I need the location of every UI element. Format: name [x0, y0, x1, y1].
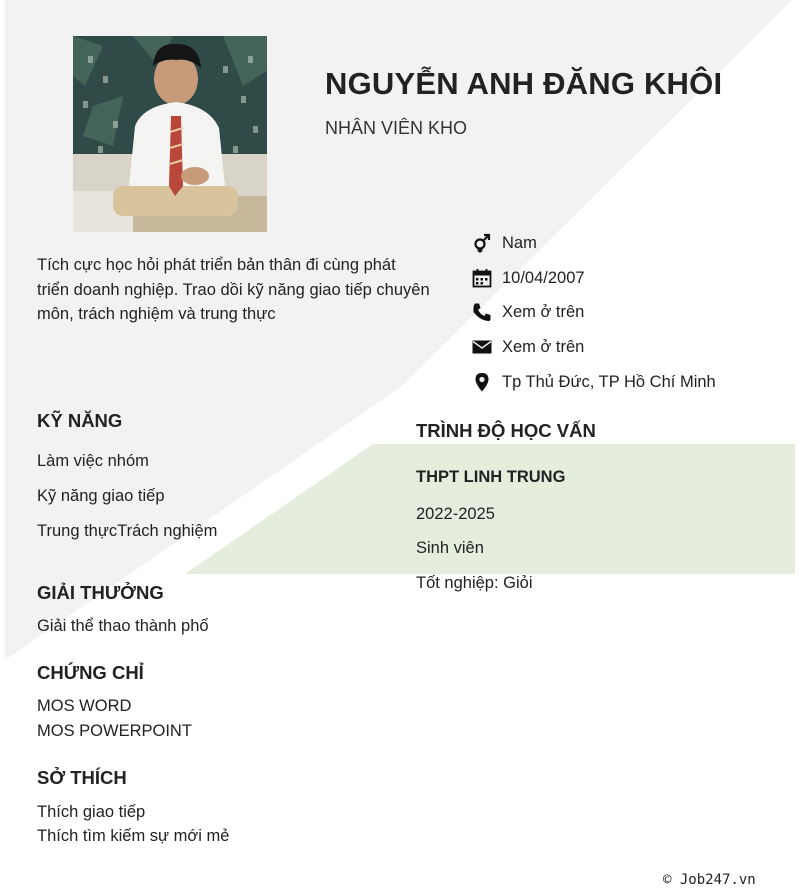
skill-item: Làm việc nhóm — [37, 452, 149, 470]
email-icon — [472, 337, 492, 357]
skill-item: Trung thựcTrách nghiệm — [37, 522, 218, 540]
education-heading: TRÌNH ĐỘ HỌC VẤN — [416, 420, 596, 441]
email-value: Xem ở trên — [502, 337, 585, 356]
phone-icon — [472, 302, 492, 322]
education-result: Tốt nghiệp: Giỏi — [416, 574, 533, 592]
certificates-heading: CHỨNG CHỈ — [37, 662, 144, 683]
job-title: NHÂN VIÊN KHO — [325, 118, 468, 138]
phone-value: Xem ở trên — [502, 302, 585, 321]
hobbies-heading: SỞ THÍCH — [37, 767, 127, 788]
hobby-item: Thích tìm kiếm sự mới mẻ — [37, 827, 230, 845]
birthday-row — [472, 266, 585, 290]
awards-heading: GIẢI THƯỞNG — [37, 582, 164, 603]
gender-row — [472, 231, 537, 255]
education-role: Sinh viên — [416, 539, 484, 557]
footer-watermark: © Job247.vn — [663, 872, 756, 888]
award-item: Giải thể thao thành phố — [37, 617, 209, 635]
gender-icon — [472, 233, 492, 253]
candidate-name: NGUYỄN ANH ĐĂNG KHÔI — [325, 66, 723, 101]
profile-photo — [73, 36, 267, 232]
phone-row — [472, 300, 584, 324]
school-name: THPT LINH TRUNG — [416, 468, 566, 486]
location-icon — [472, 372, 492, 392]
education-period: 2022-2025 — [416, 505, 495, 523]
skill-item: Kỹ năng giao tiếp — [37, 487, 165, 505]
birthday-value: 10/04/2007 — [502, 268, 585, 287]
address-row — [472, 370, 716, 394]
email-row — [472, 335, 584, 359]
gender-value: Nam — [502, 233, 537, 252]
address-value: Tp Thủ Đức, TP Hồ Chí Minh — [502, 372, 716, 391]
certificate-item: MOS POWERPOINT — [37, 722, 192, 740]
skills-heading: KỸ NĂNG — [37, 410, 123, 431]
calendar-icon — [472, 268, 492, 288]
hobby-item: Thích giao tiếp — [37, 803, 146, 821]
certificate-item: MOS WORD — [37, 697, 132, 715]
career-objective: Tích cực học hỏi phát triển bản thân đi cùng phát triển doanh nghiệp. Trao dồi kỹ năng giao tiếp chuyên môn, trách nghiệm và trung thực — [37, 256, 430, 323]
